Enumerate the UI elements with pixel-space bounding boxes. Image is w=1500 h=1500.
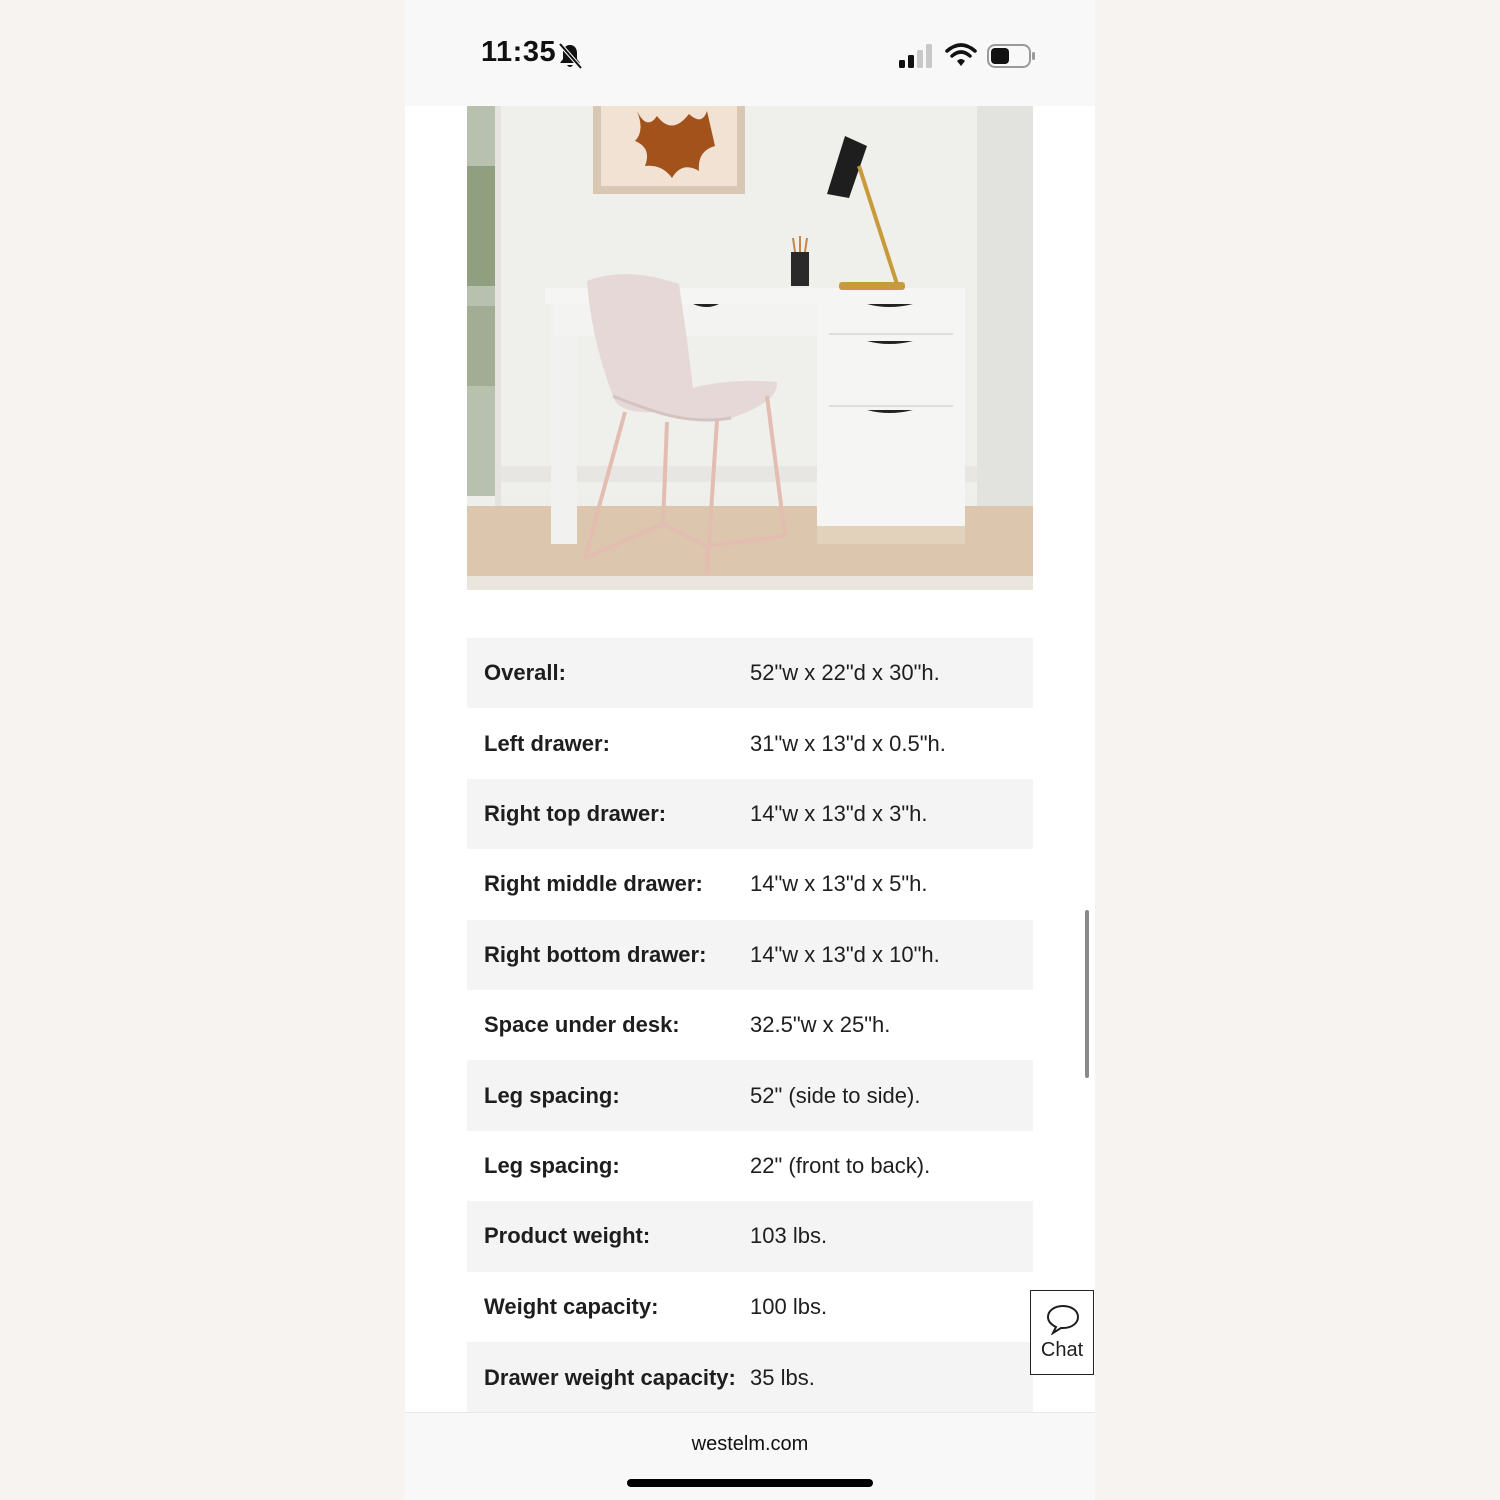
dimension-value: 32.5"w x 25"h. xyxy=(750,990,1033,1060)
dimension-label: Right bottom drawer: xyxy=(467,920,750,990)
dimension-label: Weight capacity: xyxy=(467,1272,750,1342)
table-row xyxy=(467,1060,1033,1130)
table-row xyxy=(467,849,1033,919)
scrollbar[interactable] xyxy=(1085,910,1089,1078)
dimension-label: Right top drawer: xyxy=(467,779,750,849)
dimension-label: Overall: xyxy=(467,638,750,708)
cellular-signal-icon xyxy=(899,44,935,68)
battery-icon xyxy=(987,44,1037,68)
dimension-value: 14"w x 13"d x 5"h. xyxy=(750,849,1033,919)
dimension-label: Product weight: xyxy=(467,1201,750,1271)
dimension-label: Leg spacing: xyxy=(467,1131,750,1201)
dimension-value: 14"w x 13"d x 10"h. xyxy=(750,920,1033,990)
status-bar xyxy=(405,0,1095,106)
dimension-value: 35 lbs. xyxy=(750,1342,1033,1412)
dimension-value: 100 lbs. xyxy=(750,1272,1033,1342)
dimension-label: Space under desk: xyxy=(467,990,750,1060)
dimension-value: 22" (front to back). xyxy=(750,1131,1033,1201)
dimension-value: 52" (side to side). xyxy=(750,1060,1033,1130)
table-row xyxy=(467,638,1033,708)
dimension-value: 52"w x 22"d x 30"h. xyxy=(750,638,1033,708)
dimension-value: 14"w x 13"d x 3"h. xyxy=(750,779,1033,849)
page-content[interactable] xyxy=(405,106,1095,1412)
phone-screen xyxy=(405,0,1095,1500)
dimension-label: Leg spacing: xyxy=(467,1060,750,1130)
bell-slash-icon xyxy=(557,42,583,70)
table-row xyxy=(467,990,1033,1060)
url-display[interactable]: westelm.com xyxy=(691,1433,809,1455)
dimension-label: Right middle drawer: xyxy=(467,849,750,919)
wifi-icon xyxy=(945,42,977,68)
dimension-label: Left drawer: xyxy=(467,708,750,778)
browser-bottom-bar xyxy=(405,1412,1095,1500)
desk-photo xyxy=(467,106,1033,590)
chat-bubble-icon xyxy=(1045,1303,1081,1335)
dimension-value: 103 lbs. xyxy=(750,1201,1033,1271)
table-row xyxy=(467,779,1033,849)
dimensions-table xyxy=(467,638,1033,1412)
chat-button[interactable] xyxy=(1030,1290,1094,1375)
status-time: 11:35 xyxy=(481,36,557,68)
table-row xyxy=(467,1342,1033,1412)
table-row xyxy=(467,708,1033,778)
table-row xyxy=(467,1131,1033,1201)
dimension-value: 31"w x 13"d x 0.5"h. xyxy=(750,708,1033,778)
dimension-label: Drawer weight capacity: xyxy=(467,1342,750,1412)
table-row xyxy=(467,1272,1033,1342)
table-row xyxy=(467,1201,1033,1271)
home-indicator[interactable] xyxy=(627,1479,873,1487)
table-row xyxy=(467,920,1033,990)
chat-label: Chat xyxy=(1040,1339,1084,1361)
